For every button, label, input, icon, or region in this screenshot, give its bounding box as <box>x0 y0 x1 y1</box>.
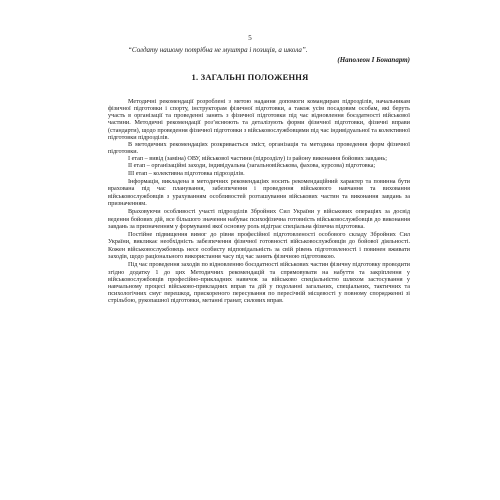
paragraph-stage-3: ІІІ етап – колективна підготовка підрозділів. <box>128 169 245 177</box>
page-number: 5 <box>248 34 252 42</box>
paragraph-stage-2: ІІ етап – організаційні заходи, індивідуальна (загальновійськова, фахова, курсова) підготовка; <box>128 162 376 170</box>
epigraph-quote: “Солдату нашому потрібна не муштра і позиція, а школа”. <box>128 46 308 54</box>
paragraph-features: Враховуючи особливості участі підрозділів Збройних Сил України у військових операціях за досвід ведення бойових дій, все більшого значення набуває психофізична готовність військовослужбовців до виконання завдань за призначенням у формуванні якої основну роль відіграє спеціальна фізична підготовка. <box>108 208 410 230</box>
body-text <box>108 98 410 304</box>
paragraph-intro: Методичні рекомендації розроблені з метою надання допомоги командирам підрозділів, начальникам фізичної підготовки і спорту, інструкторам фізичної підготовки, а також усім посадовим особам, які беруть участь в організації та проведенні занять з фізичної підготовки під час відновлення боєздатності військової частини. Методичні рекомендації роз’яснюють та деталізують форми фізичної підготовки, фізичні вправи (стандарти), щодо проведення фізичної підготовки з військовослужбовцями під час індивідуальної та колективної підготовки підрозділів. <box>108 98 410 141</box>
paragraph-requirements: Постійне підвищення вимог до рівня професійної підготовленості особового складу Збройних Сил України, викликає необхідність забезпечення фізичної готовності військовослужбовців до бойової діяльності. Кожен військовослужбовець несе особисту відповідальність за свій рівень підготовленості і повинен вживати заходів, щодо раціонального використання часу під час занять фізичною підготовкою. <box>108 231 410 260</box>
paragraph-information: Інформація, викладена в методичних рекомендаціях носить рекомендаційний характер та повинна бути врахована під час планування, забезпечення і проведення військового навчання та виховання військовослужбовців з урахуванням особливостей розташування військових частин та виконання завдань за призначенням. <box>108 178 410 207</box>
paragraph-recovery: Під час проведення заходів по відновленню боєздатності військових частин фізичну підготовку проводити згідно додатку 1 до цих Методичних рекомендацій та спрямовувати на набуття та закріплення у військовослужбовців професійно-прикладних навичок за військово спеціальністю шляхом застосування у навчальному процесі військово-прикладних вправ та дій у подоланні загальних, спеціальних, тактичних та психологічних смуг перешкод, прискореного пересування по пересічній місцевості у повному спорядженні зі стрільбою, рукопашної підготовки, метанні гранат, силових вправ. <box>108 261 410 305</box>
paragraph-content: В методичних рекомендаціях розкривається зміст, організація та методика проведення форм фізичної підготовки. <box>108 140 410 156</box>
epigraph-author: (Наполеон І Бонапарт) <box>337 56 410 64</box>
section-title: 1. ЗАГАЛЬНІ ПОЛОЖЕННЯ <box>191 72 309 82</box>
paragraph-stage-1: І етап – вивід (заміна) ОВУ, військової частини (підрозділу) із району виконання бойових завдань; <box>128 155 387 163</box>
